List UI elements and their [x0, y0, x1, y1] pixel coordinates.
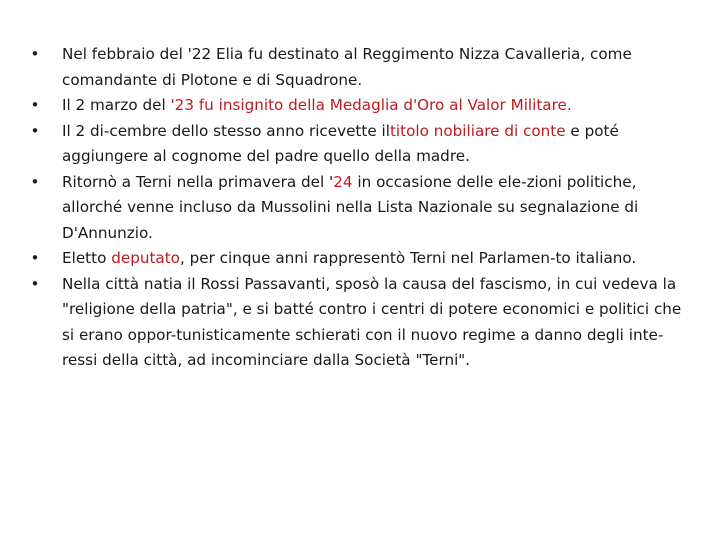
highlighted-text: 24: [333, 172, 353, 191]
bullet-item-1: [28, 42, 698, 93]
bullet-item-2: [28, 93, 698, 119]
bullet-icon: •: [30, 274, 40, 293]
bullet-text: in occasione delle ele-zioni politiche, allorché venne incluso da Mussolini nella Lista Nazionale su segnalazione di D'Annunzio.: [62, 172, 639, 242]
bullet-icon: •: [30, 96, 40, 114]
highlighted-text: '23 fu insignito della Medaglia d'Oro al Valor Militare.: [170, 96, 572, 114]
bullet-icon: •: [30, 249, 40, 267]
bullet-text: Il 2 marzo del: [62, 96, 171, 114]
bullet-text: Il 2 di-cembre dello stesso anno ricevette il: [62, 121, 390, 140]
bullet-list: [28, 42, 698, 374]
bullet-icon: •: [30, 45, 40, 63]
highlighted-text: titolo nobiliare di conte: [389, 121, 566, 140]
bullet-text: Nel febbraio del '22 Elia fu destinato al Reggimento Nizza Cavalleria, come comandante di Plotone e di Squadrone.: [62, 45, 632, 89]
highlighted-text: deputato: [111, 249, 180, 267]
bullet-item-3: [28, 119, 698, 170]
bullet-item-5: [28, 246, 698, 272]
bullet-icon: •: [30, 121, 40, 140]
bullet-text: , per cinque anni rappresentò Terni nel Parlamen-to italiano.: [179, 249, 637, 267]
bullet-text: Eletto: [62, 249, 112, 267]
bullet-item-4: [28, 170, 698, 247]
bullet-text: Nella città natia il Rossi Passavanti, sposò la causa del fascismo, in cui vedeva la "religione della patria", e si batté contro i centri di potere economici e politici che si erano oppor-tunisticamente schierati con il nuovo regime a danno degli inte-ressi della città, ad incominciare dalla Società "Terni".: [62, 274, 682, 369]
bullet-text: Ritornò a Terni nella primavera del ': [62, 172, 334, 191]
bullet-item-6: [28, 272, 698, 374]
bullet-text: e poté aggiungere al cognome del padre quello della madre.: [62, 121, 619, 165]
bullet-icon: •: [30, 172, 40, 191]
